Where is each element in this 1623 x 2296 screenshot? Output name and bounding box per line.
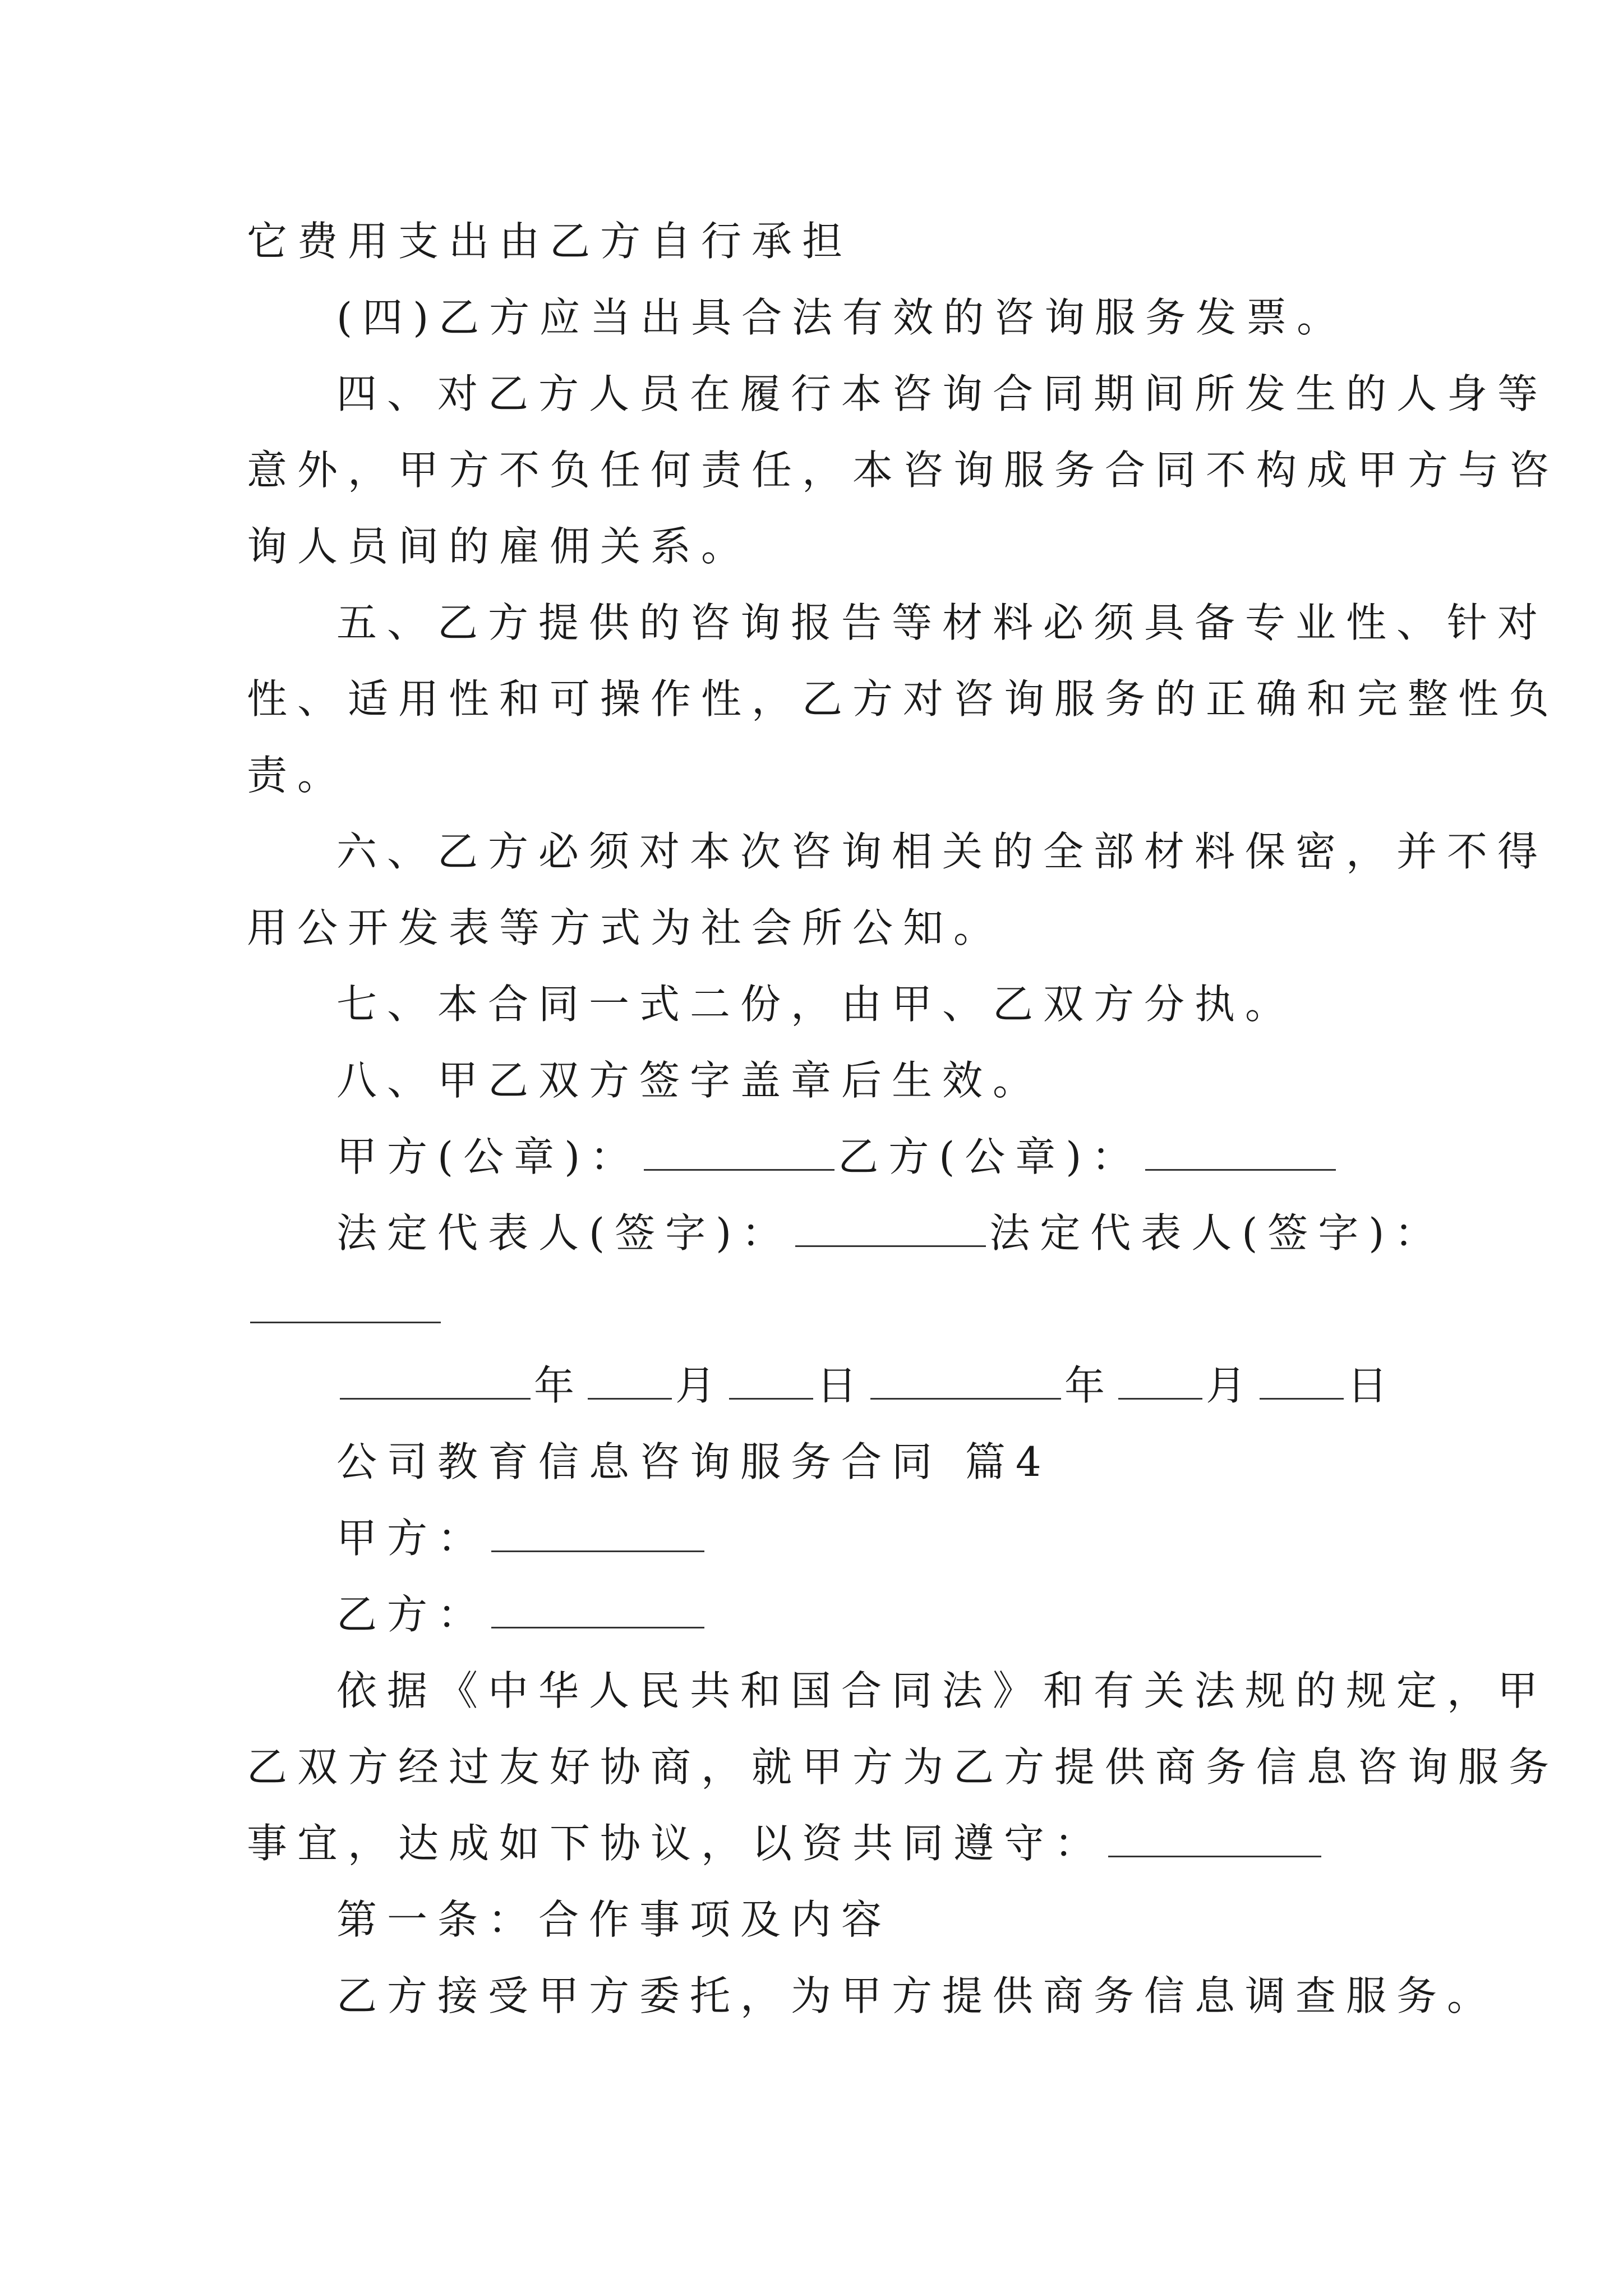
paragraph-line: 意外，甲方不负任何责任，本咨询服务合同不构成甲方与咨 [247,447,1560,494]
rep-b-blank-line [247,1284,444,1335]
party-b-line [336,1589,708,1640]
party-a-seal-blank[interactable] [644,1134,834,1171]
intro-text: 事宜，达成如下协议，以资共同遵守： [247,1820,1105,1867]
article-title: 第一条：合作事项及内容 [336,1896,892,1943]
intro-blank[interactable] [1108,1821,1321,1857]
paragraph-line: 询人员间的雇佣关系。 [247,523,752,570]
party-b-seal-blank[interactable] [1145,1134,1336,1171]
party-b-label: 乙方： [336,1591,488,1638]
paragraph-line: 依据《中华人民共和国合同法》和有关法规的规定，甲 [336,1667,1548,1714]
date-a-year-blank[interactable] [340,1363,531,1400]
rep-a-label: 法定代表人(签字)： [336,1209,792,1257]
paragraph-line: (四)乙方应当出具合法有效的咨询服务发票。 [336,294,1348,341]
date-b-year-blank[interactable] [870,1363,1061,1400]
paragraph-line: 八、甲乙双方签字盖章后生效。 [336,1057,1044,1104]
party-a-label: 甲方： [336,1515,488,1562]
section-title: 公司教育信息咨询服务合同 篇4 [336,1438,1052,1485]
paragraph-line: 它费用支出由乙方自行承担 [247,218,853,265]
rep-b-blank[interactable] [250,1287,441,1323]
seal-line [336,1131,1339,1182]
date-b-day-blank[interactable] [1260,1363,1344,1400]
paragraph-line: 七、本合同一式二份，由甲、乙双方分执。 [336,981,1296,1028]
month-label: 月 [1206,1362,1257,1409]
paragraph-line: 四、对乙方人员在履行本咨询合同期间所发生的人身等 [336,370,1548,417]
representative-line [336,1208,1445,1258]
party-b-blank[interactable] [491,1592,704,1628]
date-b-month-blank[interactable] [1118,1363,1202,1400]
rep-b-label: 法定代表人(签字)： [989,1209,1445,1257]
paragraph-line: 乙双方经过友好协商，就甲方为乙方提供商务信息咨询服务 [247,1743,1560,1791]
rep-a-blank[interactable] [795,1211,986,1247]
paragraph-line: 性、适用性和可操作性，乙方对咨询服务的正确和完整性负 [247,675,1560,723]
date-line [336,1360,1398,1411]
year-label: 年 [1064,1362,1115,1409]
date-a-day-blank[interactable] [729,1363,813,1400]
day-label: 日 [1347,1362,1398,1409]
paragraph-line: 五、乙方提供的咨询报告等材料必须具备专业性、针对 [336,599,1548,646]
party-a-blank[interactable] [491,1516,704,1552]
party-b-seal-label: 乙方(公章)： [838,1133,1142,1180]
paragraph-line: 用公开发表等方式为社会所公知。 [247,904,1004,951]
party-a-line [336,1513,708,1563]
party-a-seal-label: 甲方(公章)： [336,1133,641,1180]
article-body: 乙方接受甲方委托，为甲方提供商务信息调查服务。 [336,1972,1498,2019]
date-a-month-blank[interactable] [588,1363,672,1400]
month-label: 月 [675,1362,726,1409]
paragraph-line: 责。 [247,752,348,799]
paragraph-line: 六、乙方必须对本次咨询相关的全部材料保密，并不得 [336,828,1548,875]
paragraph-line [247,1818,1325,1869]
year-label: 年 [534,1362,585,1409]
day-label: 日 [817,1362,868,1409]
